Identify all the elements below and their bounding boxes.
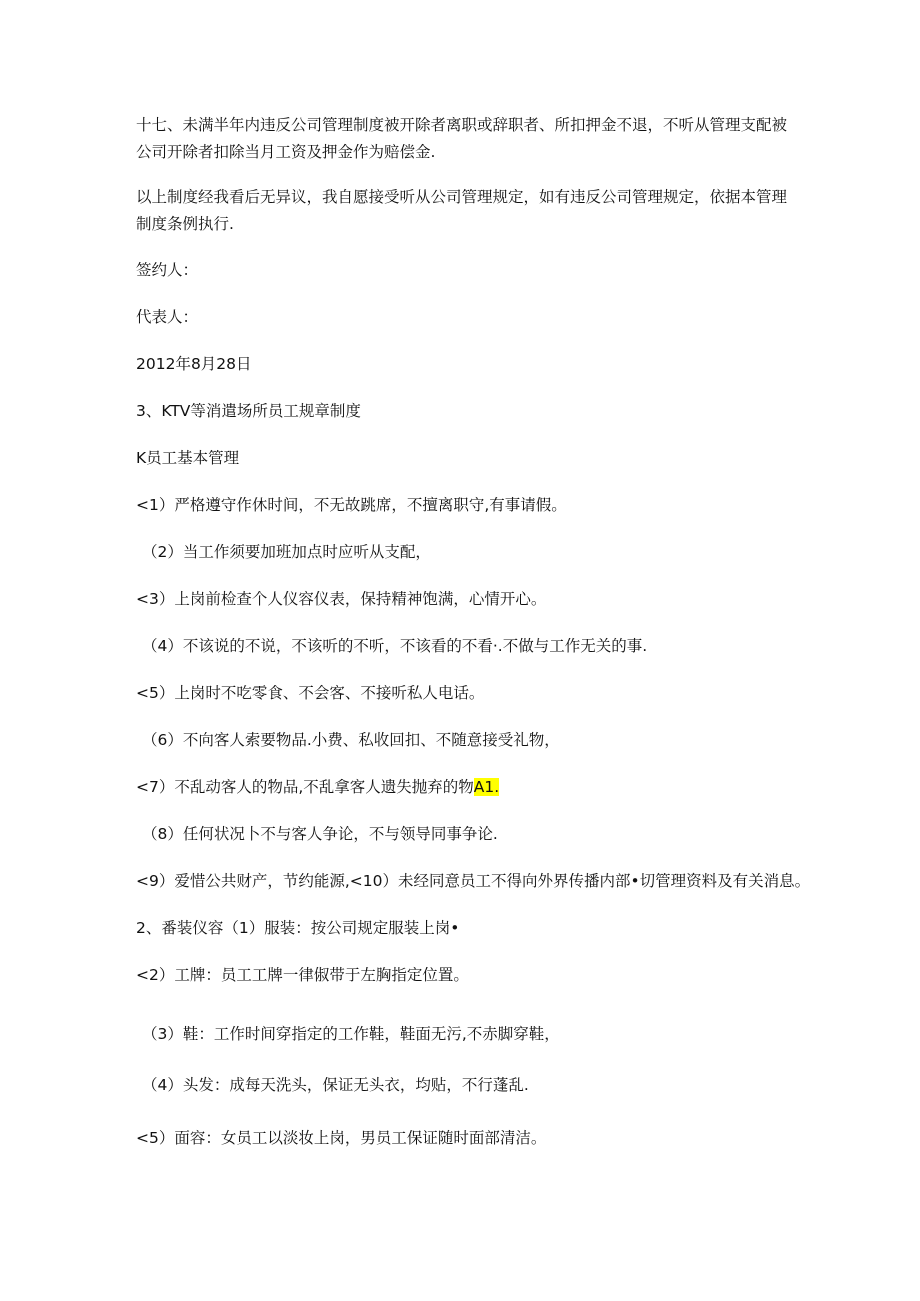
dress-item: （3）鞋：工作时间穿指定的工作鞋，鞋面无污,不赤脚穿鞋，	[142, 1025, 560, 1043]
rule-item: <1）严格遵守作休时间，不无故跳席，不擅离职守,有事请假。	[136, 496, 567, 514]
rule-item: （8）任何状况卜不与客人争论，不与领导同事争论.	[142, 825, 498, 843]
representative-label: 代表人：	[136, 308, 199, 326]
rule-item: <5）上岗时不吃零食、不会客、不接听私人电话。	[136, 684, 485, 702]
rule-item-7	[136, 777, 499, 797]
section-3-title: 3、KTV等消遣场所员工规章制度	[136, 402, 361, 420]
rule-item: （2）当工作须要加班加点时应听从支配，	[142, 543, 431, 561]
dress-section-item: 2、番装仪容（1）服装：按公司规定服装上岗•	[136, 919, 460, 937]
agreement-line-1: 以上制度经我看后无异议，我自愿接受听从公司管理规定，如有违反公司管理规定，依据本管理	[136, 188, 788, 206]
signer-label: 签约人：	[136, 261, 199, 279]
rule-item: <9）爱惜公共财产，节约能源,<10）未经同意员工不得向外界传播内部•切管理资料及有关消息。	[136, 872, 811, 890]
basic-management-title: K员工基本管理	[136, 449, 240, 467]
clause-17-line-1: 十七、未满半年内违反公司管理制度被开除者离职或辞职者、所扣押金不退，不听从管理支配被	[136, 116, 788, 134]
date-line: 2012年8月28日	[136, 355, 252, 373]
clause-17-line-2: 公司开除者扣除当月工资及押金作为赔偿金.	[136, 143, 436, 161]
rule-item-7-text: <7）不乱动客人的物品,不乱拿客人遗失抛弃的物	[136, 778, 474, 796]
dress-item: <5）面容：女员工以淡妆上岗，男员工保证随时面部清洁。	[136, 1129, 547, 1147]
rule-item: <3）上岗前检查个人仪容仪表，保持精神饱满，心情开心。	[136, 590, 547, 608]
agreement-line-2: 制度条例执行.	[136, 215, 234, 233]
rule-item: （4）不该说的不说，不该听的不听，不该看的不看·.不做与工作无关的事.	[142, 637, 648, 655]
rule-item: （6）不向客人索要物品.小费、私收回扣、不随意接受礼物，	[142, 731, 560, 749]
dress-item: <2）工牌：员工工牌一律俶带于左胸指定位置。	[136, 966, 469, 984]
highlighted-text: A1.	[473, 778, 500, 796]
dress-item: （4）头发：成每天洗头，保证无头衣，均贴，不行蓬乱.	[142, 1076, 529, 1094]
